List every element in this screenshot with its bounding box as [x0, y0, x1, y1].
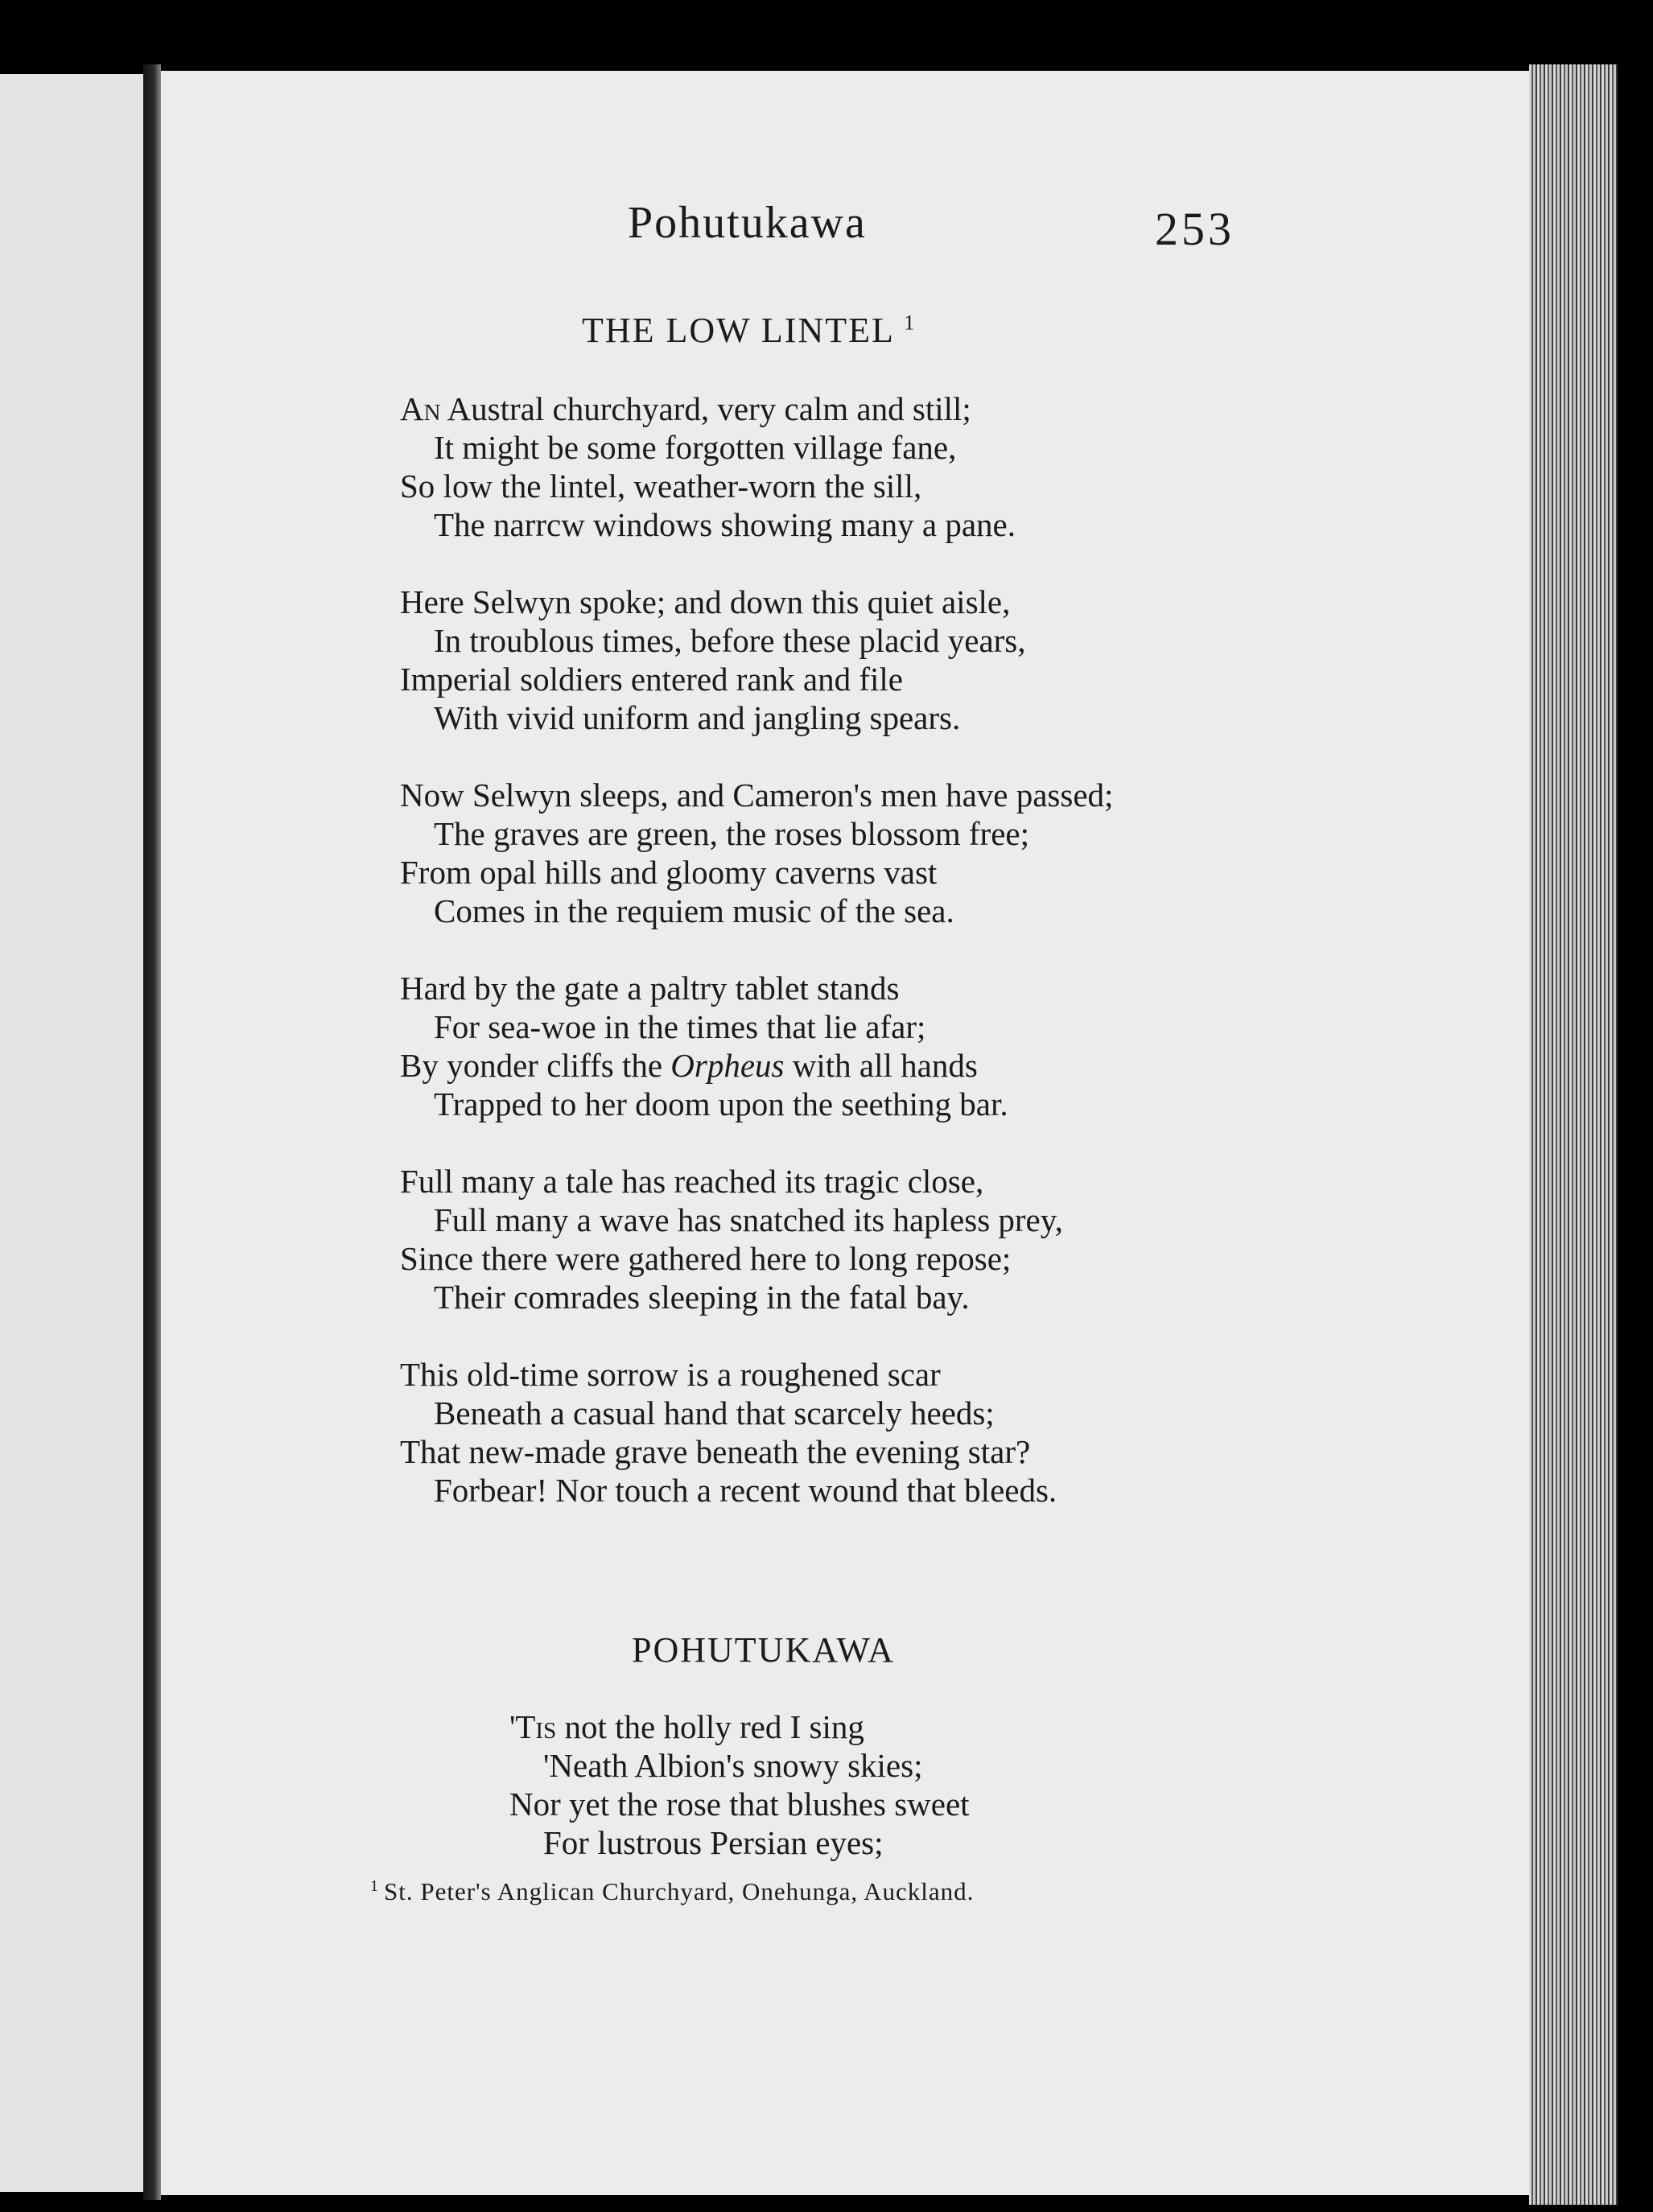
verse-line: For lustrous Persian eyes; — [543, 1824, 884, 1861]
footnote — [370, 1877, 974, 1906]
verse-line: 'Tis not the holly red I sing — [509, 1708, 864, 1745]
verse-line: The narrcw windows showing many a pane. — [434, 506, 1016, 543]
footnote-marker: 1 — [370, 1876, 379, 1895]
page-edges — [1529, 64, 1618, 2205]
verse-line: Comes in the requiem music of the sea. — [434, 892, 954, 929]
stanza — [400, 1355, 1057, 1510]
verse-line: From opal hills and gloomy caverns vast — [400, 854, 938, 891]
stanza — [400, 776, 1113, 930]
verse-line: That new-made grave beneath the evening star? — [400, 1433, 1031, 1470]
verse-line: With vivid uniform and jangling spears. — [434, 699, 961, 736]
verse-line: Hard by the gate a paltry tablet stands — [400, 970, 900, 1007]
verse-line: Full many a wave has snatched its hapless prey, — [434, 1201, 1063, 1238]
verse-line: Trapped to her doom upon the seething bar. — [434, 1085, 1008, 1122]
verse-line: 'Neath Albion's snowy skies; — [543, 1747, 923, 1784]
verse-line: Imperial soldiers entered rank and file — [400, 661, 903, 698]
verse-line: It might be some forgotten village fane, — [434, 429, 957, 466]
ship-name: Orpheus — [670, 1047, 785, 1084]
stanza — [509, 1707, 970, 1862]
verse-line: Nor yet the rose that blushes sweet — [509, 1786, 970, 1823]
book-gutter — [143, 64, 161, 2200]
verse-line: Forbear! Nor touch a recent wound that bleeds. — [434, 1472, 1057, 1509]
stanza — [400, 583, 1026, 737]
verse-line: So low the lintel, weather-worn the sill, — [400, 468, 922, 505]
verse-line: By yonder cliffs the Orpheus with all hands — [400, 1047, 978, 1084]
verse-line: Their comrades sleeping in the fatal bay. — [434, 1279, 970, 1316]
footnote-marker: 1 — [904, 311, 917, 335]
poem-title — [632, 1629, 895, 1670]
verse-line: Here Selwyn spoke; and down this quiet aisle, — [400, 583, 1011, 620]
stanza — [400, 1162, 1063, 1316]
footnote-text: St. Peter's Anglican Churchyard, Onehunga, Auckland. — [384, 1877, 975, 1905]
verse-line: In troublous times, before these placid years, — [434, 622, 1026, 659]
dropcap-word: An — [400, 390, 441, 427]
verse-line: This old-time sorrow is a roughened scar — [400, 1356, 941, 1393]
page-number: 253 — [1155, 203, 1235, 255]
dropcap-word: 'Tis — [509, 1708, 557, 1745]
page-header — [161, 197, 1545, 270]
verse-line: An Austral churchyard, very calm and still; — [400, 390, 971, 427]
verse-line: Full many a tale has reached its tragic close, — [400, 1163, 984, 1200]
stanza — [400, 969, 1008, 1123]
facing-page-edge — [0, 74, 143, 2192]
verse-line: For sea-woe in the times that lie afar; — [434, 1008, 926, 1045]
running-head: Pohutukawa — [628, 198, 867, 248]
verse-line: Beneath a casual hand that scarcely heeds; — [434, 1394, 995, 1431]
poem-title — [582, 310, 916, 351]
stanza — [400, 389, 1016, 544]
verse-line: Since there were gathered here to long repose; — [400, 1240, 1012, 1277]
poem-title-text: THE LOW LINTEL — [582, 311, 894, 350]
poem-title-text: POHUTUKAWA — [632, 1630, 895, 1670]
verse-line: The graves are green, the roses blossom free; — [434, 815, 1029, 852]
verse-line: Now Selwyn sleeps, and Cameron's men have passed; — [400, 776, 1114, 814]
